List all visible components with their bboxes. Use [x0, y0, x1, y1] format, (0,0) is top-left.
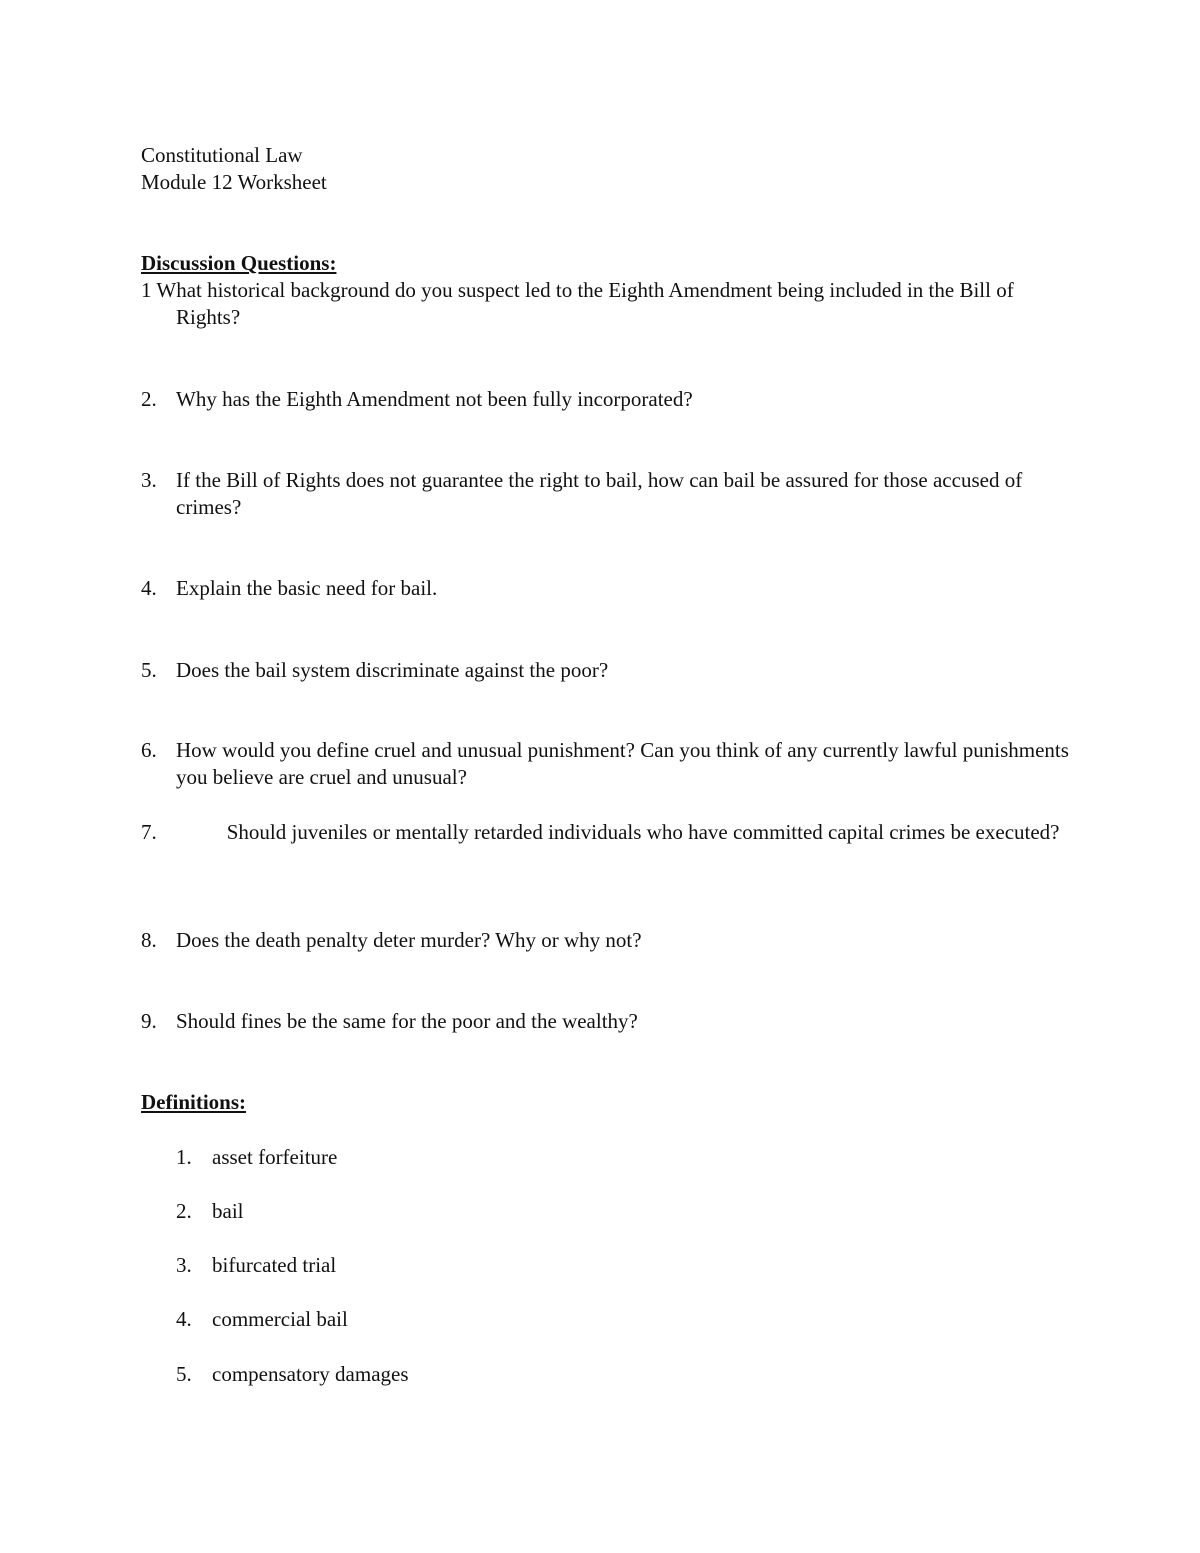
question-number: 3. — [141, 468, 157, 492]
question-item — [141, 277, 1071, 331]
definition-number: 4. — [176, 1307, 192, 1331]
definition-item — [176, 1252, 336, 1279]
question-text: Should juveniles or mentally retarded individuals who have committed capital crimes be executed? — [226, 820, 1060, 844]
question-item — [141, 927, 1071, 954]
definition-term: bifurcated trial — [212, 1253, 337, 1277]
definition-term: asset forfeiture — [212, 1145, 338, 1169]
course-title: Constitutional Law — [141, 143, 303, 167]
definition-item — [176, 1144, 337, 1171]
question-item — [141, 1008, 1071, 1035]
question-number: 2. — [141, 387, 157, 411]
question-number: 8. — [141, 928, 157, 952]
question-text: How would you define cruel and unusual punishment? Can you think of any currently lawful punishments you believe are cruel and unusual? — [176, 738, 1069, 789]
definition-number: 3. — [176, 1253, 192, 1277]
question-item — [141, 386, 1071, 413]
definition-item — [176, 1361, 409, 1388]
question-text: Explain the basic need for bail. — [176, 576, 438, 600]
question-number: 4. — [141, 576, 157, 600]
question-number: 7. — [141, 820, 157, 844]
definition-term: bail — [212, 1199, 244, 1223]
question-text: Should fines be the same for the poor and the wealthy? — [176, 1009, 638, 1033]
discussion-heading: Discussion Questions: — [141, 251, 337, 275]
definition-term: commercial bail — [212, 1307, 348, 1331]
question-number: 6. — [141, 738, 157, 762]
question-item — [141, 575, 1071, 602]
module-title: Module 12 Worksheet — [141, 170, 327, 194]
definitions-heading: Definitions: — [141, 1090, 246, 1114]
question-text: What historical background do you suspect led to the Eighth Amendment being included in the Bill of Rights? — [156, 278, 1014, 329]
definition-number: 5. — [176, 1362, 192, 1386]
question-number: 1 — [141, 278, 152, 302]
question-item — [141, 737, 1071, 791]
definition-item — [176, 1306, 348, 1333]
question-item — [141, 657, 1071, 684]
question-text: If the Bill of Rights does not guarantee the right to bail, how can bail be assured for those accused of crimes? — [176, 468, 1023, 519]
definition-number: 2. — [176, 1199, 192, 1223]
question-item — [141, 819, 1071, 846]
definition-term: compensatory damages — [212, 1362, 409, 1386]
question-number: 9. — [141, 1009, 157, 1033]
question-text: Does the death penalty deter murder? Why or why not? — [176, 928, 642, 952]
definition-number: 1. — [176, 1145, 192, 1169]
question-text: Does the bail system discriminate against the poor? — [176, 658, 609, 682]
definition-item — [176, 1198, 244, 1225]
question-number: 5. — [141, 658, 157, 682]
question-item — [141, 467, 1071, 521]
question-text: Why has the Eighth Amendment not been fully incorporated? — [176, 387, 693, 411]
